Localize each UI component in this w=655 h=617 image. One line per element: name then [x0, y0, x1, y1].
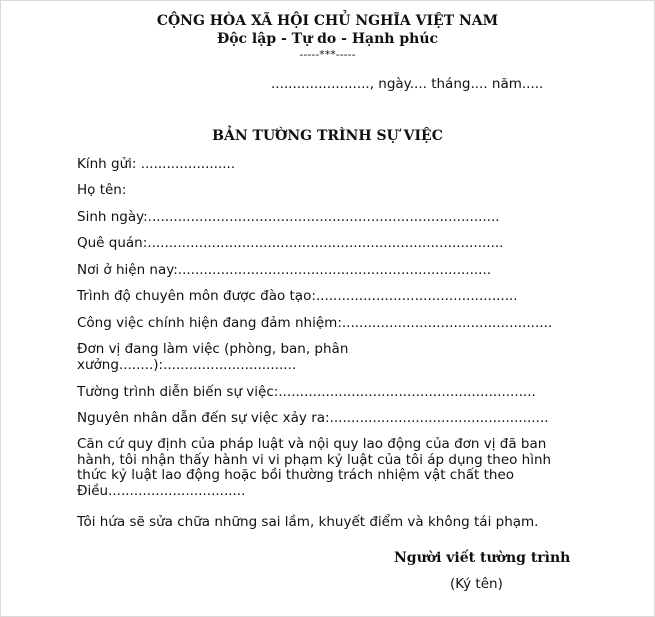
field-cong-viec: Công việc chính hiện đang đảm nhiệm:.................................................: [77, 315, 553, 331]
field-nguyen-nhan: Nguyên nhân dẫn đến sự việc xảy ra:...................................................: [77, 410, 549, 426]
field-dien-bien: Tường trình diễn biến sự việc:............................................................: [77, 384, 536, 400]
paragraph-line: hành, tôi nhận thấy hành vi vi phạm kỷ luật của tôi áp dụng theo hình: [77, 451, 552, 468]
field-que-quan: Quê quán:...................................................................................: [77, 235, 504, 251]
field-don-vi-line2: xưởng........):...............................: [77, 357, 297, 373]
field-kinh-gui: Kính gửi: ......................: [77, 156, 236, 172]
paragraph-line: Điều................................: [77, 482, 246, 499]
paragraph-line: thức kỷ luật lao động hoặc bồi thường trách nhiệm vật chất theo: [77, 467, 515, 483]
field-sinh-ngay: Sinh ngày:..................................................................................: [77, 209, 500, 225]
country-heading: CỘNG HÒA XÃ HỘI CHỦ NGHĨA VIỆT NAM: [156, 13, 499, 29]
paragraph-promise: Tôi hứa sẽ sửa chữa những sai lầm, khuyết điểm và không tái phạm.: [77, 514, 539, 530]
motto: Độc lập - Tự do - Hạnh phúc: [216, 31, 439, 47]
signature-title: Người viết tường trình: [394, 550, 571, 566]
paragraph-commitment-basis: [77, 437, 577, 499]
separator: -----***-----: [299, 48, 356, 61]
field-don-vi-line1: Đơn vị đang làm việc (phòng, ban, phân: [77, 341, 349, 357]
paragraph-line: Căn cứ quy định của pháp luật và nội quy lao động của đơn vị đã ban: [77, 436, 547, 452]
signature-note: (Ký tên): [450, 576, 503, 592]
field-trinh-do: Trình độ chuyên môn được đào tạo:...............................................: [77, 288, 518, 304]
field-ho-ten: Họ tên:: [77, 182, 127, 198]
document-title: BẢN TƯỜNG TRÌNH SỰ VIỆC: [212, 128, 443, 144]
date-line: ......................., ngày.... tháng.... năm.....: [271, 76, 544, 92]
field-noi-o: Nơi ở hiện nay:.........................................................................: [77, 262, 492, 278]
